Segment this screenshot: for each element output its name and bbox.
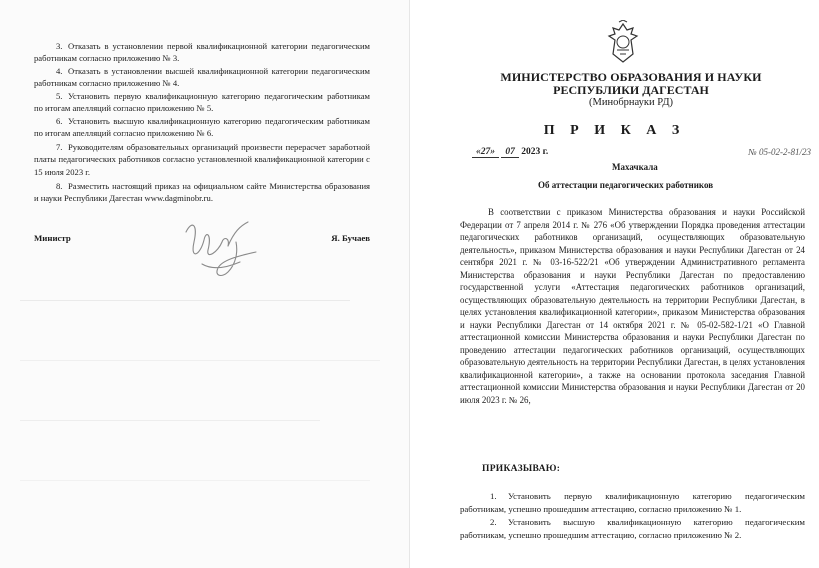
list-item: 6. Установить высшую квалификационную категорию педагогическим работникам по итогам апелляций согласно приложению № 6. — [34, 116, 370, 139]
ministry-abbreviation: (Минобрнауки РД) — [589, 97, 673, 108]
date-day: «27» — [472, 147, 499, 158]
document-subject: Об аттестации педагогических работников — [538, 180, 714, 190]
scan-artifact — [20, 480, 370, 481]
scan-artifact — [20, 360, 380, 361]
preamble-paragraph: В соответствии с приказом Министерства образования и науки Российской Федерации от 7 апреля 2014 г. № 276 «Об утверждении Порядка проведения аттестации педагогических работников организаций, осуществляющих образовательную деятельность», приказом Министерства образования и науки Республики Дагестан от 24 сентября 2021 г. № 03-16-522/21 «Об утверждении Административного регламента Министерства образования и науки Республики Дагестан по предоставлению государственной услуги «Аттестация педагогических работников организаций, осуществляющих образовательную деятельность на территории Республики Дагестан, в целях установления квалификационной категории», приказом Министерства образования и науки Республики Дагестан от 14 октября 2021 г. № 05-02-582-1/21 «О Главной аттестационной комиссии Министерства образования и науки Республики Дагестан по проведению аттестации педагогических работников организаций, осуществляющих образовательную деятельность на территории Республики Дагестан, в целях установления квалификационной категории», а также на основании протокола заседания Главной аттестационной комиссии Министерства образования и науки Республики Дагестан от 20 июля 2023 г. № 26, — [460, 207, 805, 405]
list-item: 2. Установить высшую квалификационную категорию педагогическим работникам, успешно прошедшим аттестацию, согласно приложению № 2. — [460, 517, 805, 540]
list-item: 3. Отказать в установлении первой квалификационной категории педагогическим работникам согласно приложению № 3. — [34, 41, 370, 64]
coat-of-arms-emblem — [603, 20, 643, 66]
document-date — [472, 147, 548, 158]
list-item: 7. Руководителям образовательных организаций произвести перерасчет заработной платы педагогических работников согласно установленной квалификационной категории с 15 июля 2023 г. — [34, 142, 370, 177]
republic-name: РЕСПУБЛИКИ ДАГЕСТАН — [553, 83, 709, 97]
right-page — [410, 0, 819, 568]
document-type: П Р И К А З — [543, 123, 686, 138]
date-month: 07 — [501, 147, 519, 158]
list-item: 5. Установить первую квалификационную категорию педагогическим работникам по итогам апелляций согласно приложению № 5. — [34, 91, 370, 114]
decree-heading: ПРИКАЗЫВАЮ: — [482, 464, 561, 474]
list-item: 1. Установить первую квалификационную категорию педагогическим работникам, успешно прошедшим аттестацию, согласно приложению № 1. — [460, 491, 805, 514]
scan-artifact — [20, 420, 320, 421]
handwritten-signature — [178, 212, 268, 284]
date-year: 2023 г. — [521, 147, 549, 157]
registration-number: № 05-02-2-81/23 — [748, 147, 811, 157]
signatory-name: Я. Бучаев — [331, 233, 370, 243]
list-item: 4. Отказать в установлении высшей квалификационной категории педагогическим работникам согласно приложению № 4. — [34, 66, 370, 89]
scan-artifact — [20, 300, 350, 301]
city: Махачкала — [612, 162, 658, 172]
signatory-title: Министр — [34, 233, 71, 243]
list-item: 8. Разместить настоящий приказ на официальном сайте Министерства образования и науки Республики Дагестан www.dagminobr.ru. — [34, 181, 370, 204]
ministry-name: МИНИСТЕРСТВО ОБРАЗОВАНИЯ И НАУКИ — [500, 70, 762, 84]
